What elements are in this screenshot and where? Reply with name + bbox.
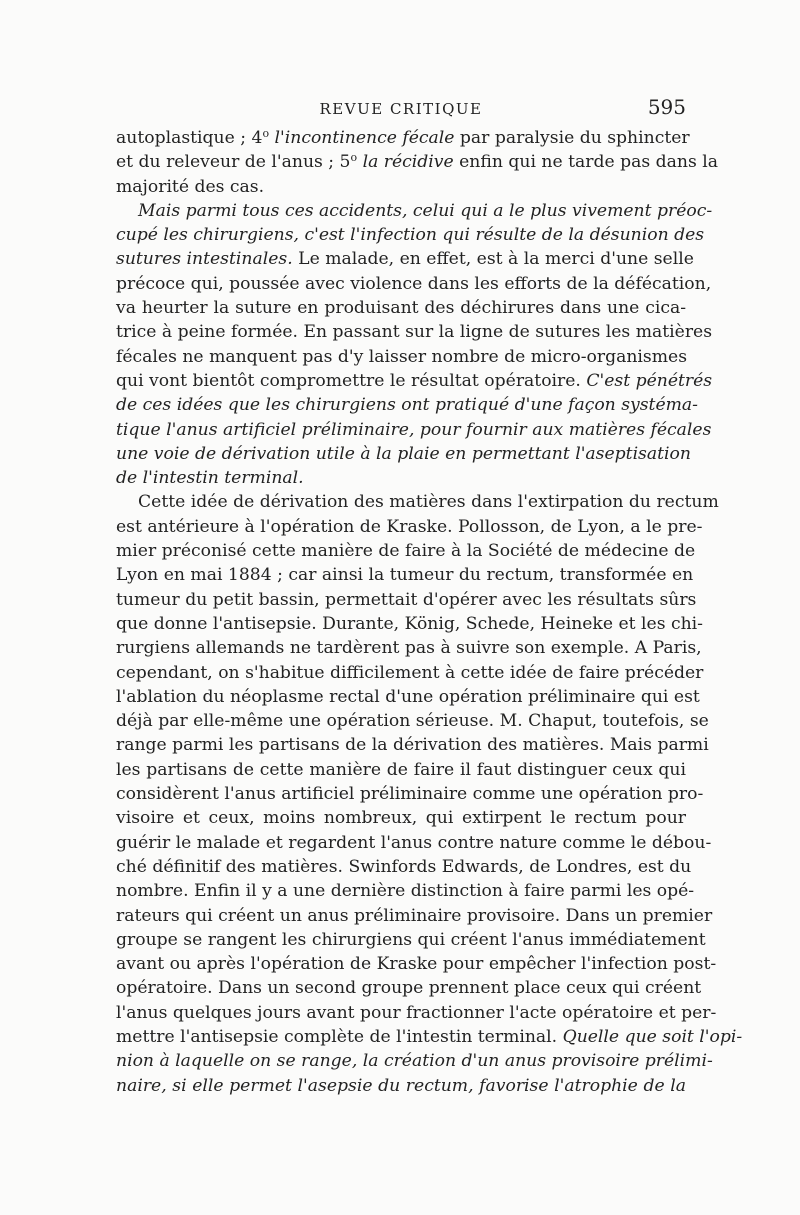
italic-segment: nion à laquelle on se range, la création d'un anus provisoire prélimi- <box>116 1051 713 1072</box>
italic-segment: l'incontinence fécale <box>269 128 455 148</box>
text-segment: majorité des cas. <box>116 176 265 197</box>
text-segment: avant ou après l'opération de Kraske pour empêcher l'infection post- <box>116 954 717 975</box>
italic-segment: de ces idées que les chirurgiens ont pratiqué d'une façon systéma- <box>116 395 698 416</box>
text-line <box>116 247 694 271</box>
italic-segment: naire, si elle permet l'asepsie du rectum, favorise l'atrophie de la <box>116 1075 686 1096</box>
italic-segment: Mais parmi tous ces accidents, celui qui a le plus vivement préoc- <box>138 200 713 221</box>
text-segment: rurgiens allemands ne tardèrent pas à suivre son exemple. A Paris, <box>116 638 702 659</box>
italic-segment: la récidive <box>357 152 454 173</box>
text-segment: Cette idée de dérivation des matières dans l'extirpation du rectum <box>138 492 719 513</box>
text-line <box>116 175 686 199</box>
text-segment: autoplastique ; 4 <box>116 128 263 148</box>
text-segment: qui vont bientôt compromettre le résultat opératoire. <box>116 370 581 391</box>
italic-segment: Quelle que soit l'opi- <box>557 1026 743 1047</box>
text-segment: trice à peine formée. En passant sur la ligne de sutures les matières <box>116 322 713 343</box>
text-segment: déjà par elle-même une opération sérieuse. M. Chaput, toutefois, se <box>116 711 709 732</box>
text-segment: va heurter la suture en produisant des déchirures dans une cica- <box>116 298 686 319</box>
text-line <box>116 272 712 296</box>
text-line <box>116 806 686 830</box>
text-line <box>116 199 713 223</box>
italic-segment: C'est pénétrés <box>580 370 713 391</box>
italic-segment: sutures intestinales. <box>116 249 293 270</box>
text-segment: les partisans de cette manière de faire il faut distinguer ceux qui <box>116 759 686 780</box>
text-line <box>116 661 704 685</box>
text-segment: par paralysie du sphincter <box>454 128 690 148</box>
text-segment: guérir le malade et regardent l'anus contre nature comme le débou- <box>116 832 712 853</box>
text-line <box>116 733 709 757</box>
text-line <box>116 150 718 174</box>
text-line <box>116 126 690 150</box>
text-line <box>116 320 713 344</box>
text-segment: l'anus quelques jours avant pour fractionner l'acte opératoire et per- <box>116 1002 717 1023</box>
text-line <box>116 1074 686 1098</box>
text-line <box>116 1001 717 1025</box>
text-line <box>116 612 703 636</box>
text-segment: mettre l'antisepsie complète de l'intestin terminal. <box>116 1026 558 1047</box>
text-line <box>116 758 686 782</box>
text-line <box>116 879 695 903</box>
text-line <box>116 685 700 709</box>
text-line <box>116 539 696 563</box>
text-line <box>116 345 686 369</box>
italic-segment: de l'intestin terminal. <box>116 468 304 489</box>
text-segment: groupe se rangent les chirurgiens qui créent l'anus immédiatement <box>116 929 706 950</box>
text-segment: range parmi les partisans de la dérivation des matières. Mais parmi <box>116 735 709 756</box>
text-segment: o <box>262 127 270 140</box>
text-line <box>116 782 704 806</box>
text-line <box>116 855 692 879</box>
text-line <box>116 976 702 1000</box>
text-segment: nombre. Enfin il y a une dernière distinction à faire parmi les opé- <box>116 881 695 902</box>
text-segment: o <box>350 151 358 165</box>
text-line <box>116 636 702 660</box>
text-line <box>116 418 712 442</box>
text-line <box>116 588 697 612</box>
text-line <box>116 515 703 539</box>
text-segment: enfin qui ne tarde pas dans la <box>453 152 718 173</box>
text-line <box>116 296 686 320</box>
text-line <box>116 442 691 466</box>
text-line <box>116 563 694 587</box>
running-head: REVUE CRITIQUE <box>319 100 483 118</box>
text-line <box>116 904 713 928</box>
text-segment: et du releveur de l'anus ; 5 <box>116 152 351 173</box>
text-segment: tumeur du petit bassin, permettait d'opérer avec les résultats sûrs <box>116 589 697 610</box>
italic-segment: cupé les chirurgiens, c'est l'infection qui résulte de la désunion des <box>116 225 705 246</box>
page-number: 595 <box>647 95 686 119</box>
text-line <box>116 369 713 393</box>
text-segment: fécales ne manquent pas d'y laisser nombre de micro-organismes <box>116 346 688 367</box>
text-line <box>116 393 698 417</box>
text-line <box>116 952 717 976</box>
italic-segment: une voie de dérivation utile à la plaie en permettant l'aseptisation <box>116 443 691 464</box>
text-segment: est antérieure à l'opération de Kraske. Pollosson, de Lyon, a le pre- <box>116 516 703 537</box>
text-segment: que donne l'antisepsie. Durante, König, Schede, Heineke et les chi- <box>116 613 703 634</box>
text-segment: ché définitif des matières. Swinfords Edwards, de Londres, est du <box>116 856 692 877</box>
text-segment: Lyon en mai 1884 ; car ainsi la tumeur du rectum, transformée en <box>116 565 694 586</box>
text-line <box>116 709 709 733</box>
text-segment: opératoire. Dans un second groupe prennent place ceux qui créent <box>116 978 702 999</box>
text-segment: mier préconisé cette manière de faire à la Société de médecine de <box>116 541 696 562</box>
text-line <box>116 1049 713 1073</box>
text-segment: rateurs qui créent un anus préliminaire provisoire. Dans un premier <box>116 905 713 926</box>
text-line <box>116 466 686 490</box>
text-segment: cependant, on s'habitue difficilement à cette idée de faire précéder <box>116 662 704 683</box>
text-segment: l'ablation du néoplasme rectal d'une opération préliminaire qui est <box>116 686 700 707</box>
page-header <box>116 95 686 122</box>
text-line <box>116 831 712 855</box>
text-segment: considèrent l'anus artificiel préliminaire comme une opération pro- <box>116 784 704 805</box>
text-line <box>116 490 719 514</box>
text-line <box>116 1025 743 1049</box>
italic-segment: tique l'anus artificiel préliminaire, pour fournir aux matières fécales <box>116 419 712 440</box>
text-line <box>116 928 706 952</box>
text-line <box>116 223 705 247</box>
body-text <box>116 126 743 1098</box>
text-segment: visoire et ceux, moins nombreux, qui extirpent le rectum pour <box>116 808 686 829</box>
text-segment: Le malade, en effet, est à la merci d'une selle <box>292 249 694 270</box>
text-segment: précoce qui, poussée avec violence dans les efforts de la défécation, <box>116 273 712 294</box>
